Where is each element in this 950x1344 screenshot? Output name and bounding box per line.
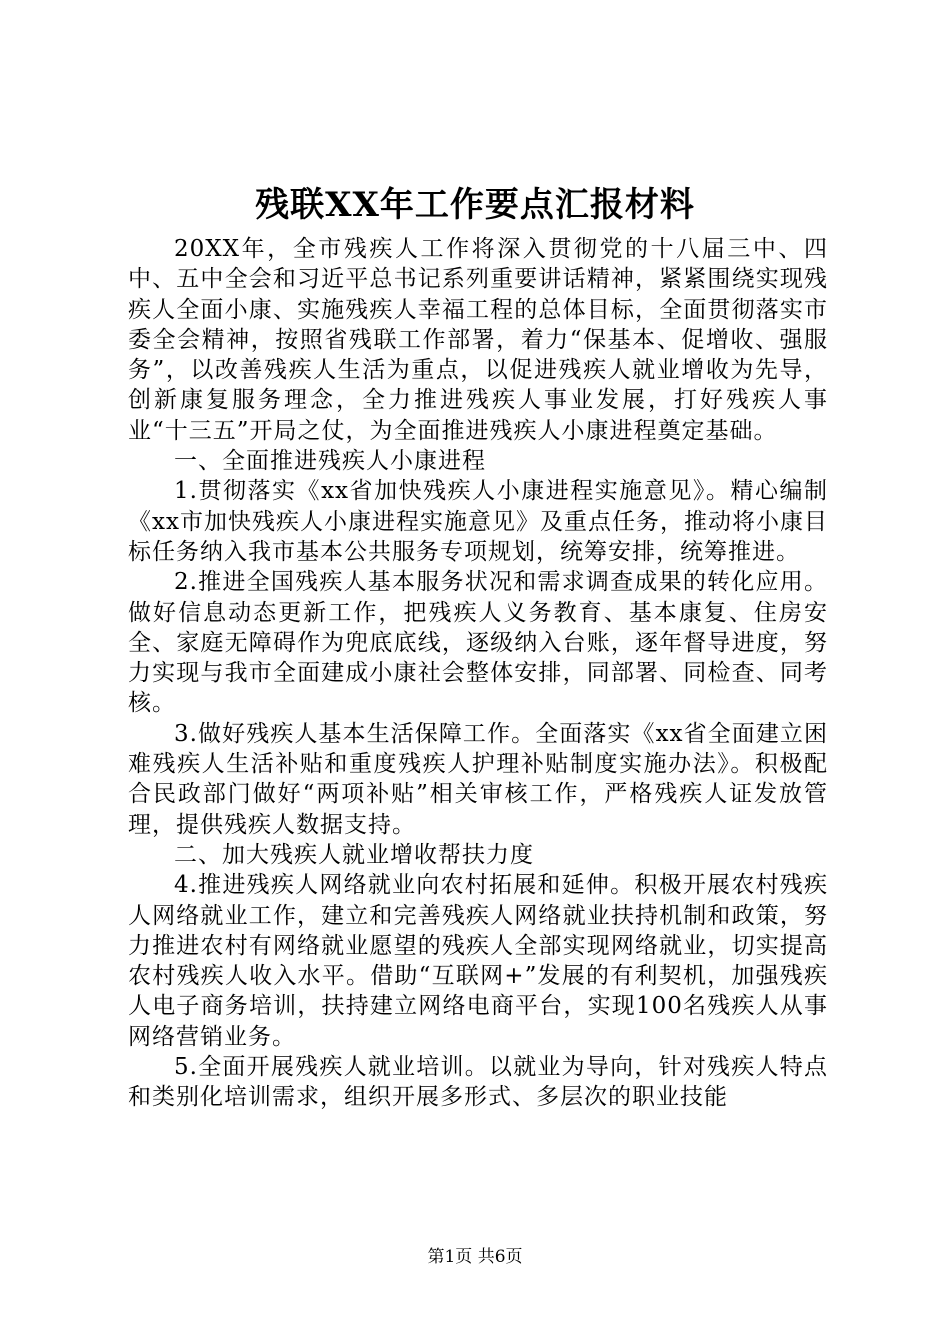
paragraph-intro: 20XX年，全市残疾人工作将深入贯彻党的十八届三中、四中、五中全会和习近平总书记系列重要讲话精神，紧紧围绕实现残疾人全面小康、实施残疾人幸福工程的总体目标，全面贯彻落实市委全会精神，按照省残联工作部署，着力“保基本、促增收、强服务”，以改善残疾人生活为重点，以促进残疾人就业增收为先导，创新康复服务理念，全力推进残疾人事业发展，打好残疾人事业“十三五”开局之仗，为全面推进残疾人小康进程奠定基础。 [128,236,828,444]
paragraph-item-1: 1.贯彻落实《xx省加快残疾人小康进程实施意见》。精心编制《xx市加快残疾人小康进程实施意见》及重点任务，推动将小康目标任务纳入我市基本公共服务专项规划，统筹安排，统筹推进。 [128,478,828,565]
paragraph-item-5: 5.全面开展残疾人就业培训。以就业为导向，针对残疾人特点和类别化培训需求，组织开展多形式、多层次的职业技能 [128,1054,828,1111]
section-heading-2: 二、加大残疾人就业增收帮扶力度 [174,841,534,868]
paragraph-item-4: 4.推进残疾人网络就业向农村拓展和延伸。积极开展农村残疾人网络就业工作，建立和完善残疾人网络就业扶持机制和政策，努力推进农村有网络就业愿望的残疾人全部实现网络就业，切实提高农村残疾人收入水平。借助“互联网+”发展的有利契机，加强残疾人电子商务培训，扶持建立网络电商平台，实现100名残疾人从事网络营销业务。 [128,872,828,1050]
paragraph-item-3: 3.做好残疾人基本生活保障工作。全面落实《xx省全面建立困难残疾人生活补贴和重度残疾人护理补贴制度实施办法》。积极配合民政部门做好“两项补贴”相关审核工作，严格残疾人证发放管理，提供残疾人数据支持。 [128,720,828,838]
page-footer: 第1页 共6页 [427,1247,523,1267]
document-body [128,234,828,1113]
document-title: 残联XX年工作要点汇报材料 [255,185,695,225]
section-heading-1: 一、全面推进残疾人小康进程 [174,448,486,475]
paragraph-item-2: 2.推进全国残疾人基本服务状况和需求调查成果的转化应用。做好信息动态更新工作，把残疾人义务教育、基本康复、住房安全、家庭无障碍作为兜底底线，逐级纳入台账，逐年督导进度，努力实现与我市全面建成小康社会整体安排，同部署、同检查、同考核。 [128,569,828,717]
